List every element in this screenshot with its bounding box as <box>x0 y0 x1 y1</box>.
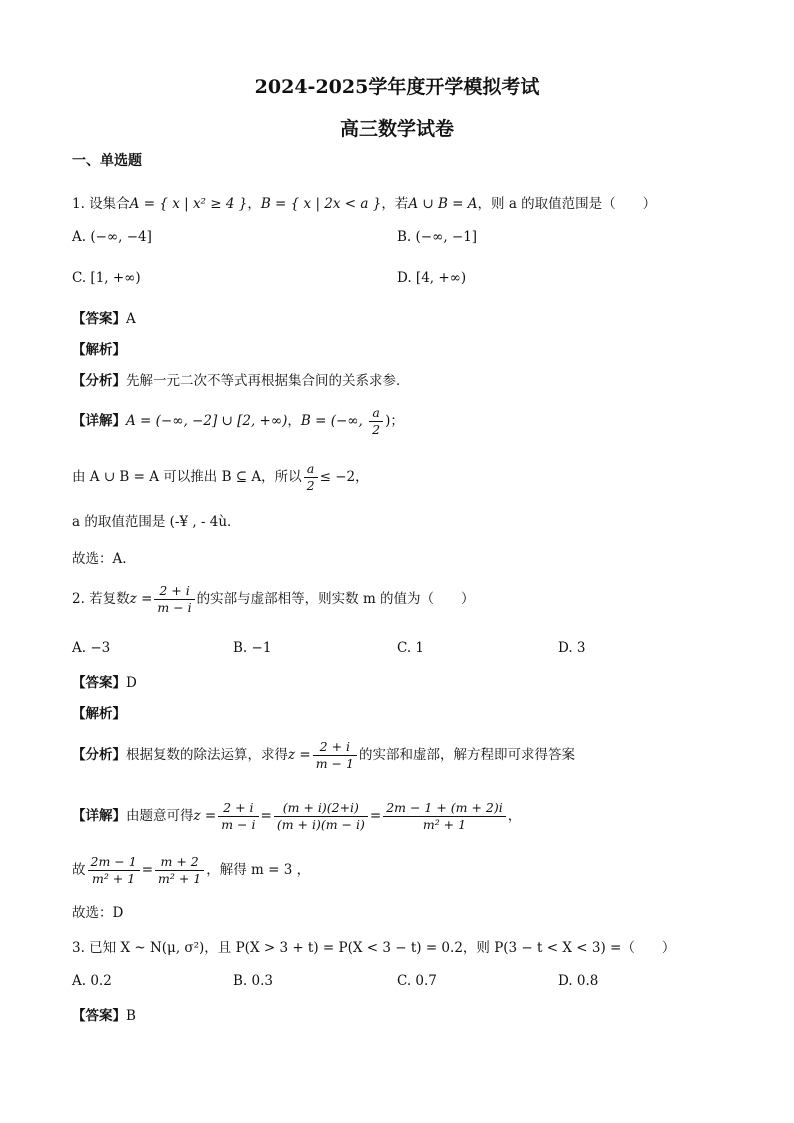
q2-therefore-fraction-2: $\frac{m + 2}{\text{m² + 1}}$ <box>155 854 204 887</box>
q1-condition: A ∪ B = A <box>408 196 478 212</box>
q2-detail-fraction-3: $\frac{2m - 1 + (m + 2)i}{\text{m² + 1}}$ <box>383 800 506 833</box>
exam-title: 2024-2025学年度开学模拟考试 <box>254 76 540 98</box>
q2-answer: 【答案】D <box>72 675 137 691</box>
q2-therefore-fraction-1: $\frac{2m - 1}{\text{m² + 1}}$ <box>88 854 140 887</box>
q1-stem: 1. 设集合A = { x | x² ≥ 4 }，B = { x | 2x < a }，若A ∪ B = A，则 a 的取值范围是（ ） <box>72 196 657 212</box>
q1-analysis-label: 【解析】 <box>72 342 126 358</box>
q3-option-d: D. 0.8 <box>558 973 599 989</box>
q2-therefore: 故 $\frac{2m - 1}{\text{m² + 1}}$ = $\frac{m + 2}{\text{m² + 1}}$ ，解得 m = 3 ， <box>72 854 311 886</box>
q1-answer: 【答案】A <box>72 311 136 327</box>
q2-option-c: C. 1 <box>397 640 425 656</box>
q2-fenxi: 【分析】根据复数的除法运算，求得z = $\frac{2 + i}{m - 1}$ 的实部和虚部，解方程即可求得答案 <box>72 739 575 771</box>
q1-range: a 的取值范围是 (-¥ , - 4ù． <box>72 514 241 530</box>
q2-analysis-label: 【解析】 <box>72 706 126 722</box>
q1-option-c: C. [1, +∞) <box>72 270 141 286</box>
q1-derivation: 由 A ∪ B = A 可以推出 B ⊆ A，所以 $\frac{a}{2}$ ≤ −2， <box>72 461 369 493</box>
q2-option-a: A. −3 <box>72 640 111 656</box>
q3-option-a: A. 0.2 <box>72 973 112 989</box>
q2-detail-fraction-1: $\frac{2 + i}{m - i}$ <box>218 800 258 833</box>
q2-stem: 2. 若复数z = $\frac{2 + i}{m - i}$ 的实部与虚部相等，则实数 m 的值为（ ） <box>72 583 475 615</box>
q1-set-a: A = { x | x² ≥ 4 } <box>129 196 248 212</box>
q1-detail: 【详解】A = (−∞, −2] ∪ [2, +∞)，B = (−∞, $\frac{a}{2}$ )； <box>72 405 404 437</box>
q2-choose: 故选：D <box>72 905 124 921</box>
q2-option-d: D. 3 <box>558 640 586 656</box>
q1-choose: 故选：A. <box>72 551 127 567</box>
q2-fenxi-fraction: $\frac{2 + i}{m - 1}$ <box>313 739 357 772</box>
q1-set-b: B = { x | 2x < a } <box>260 196 382 212</box>
q1-fenxi: 【分析】先解一元二次不等式再根据集合间的关系求参． <box>72 373 410 389</box>
q3-stem: 3. 已知 X ~ N(μ, σ²)，且 P(X > 3 + t) = P(X < 3 − t) = 0.2，则 P(3 − t < X < 3) =（ ） <box>72 940 676 956</box>
q3-option-c: C. 0.7 <box>397 973 437 989</box>
q3-answer: 【答案】B <box>72 1008 136 1024</box>
q1-option-b: B. (−∞, −1] <box>397 229 478 245</box>
q1-option-d: D. [4, +∞) <box>397 270 467 286</box>
section-heading: 一、单选题 <box>72 153 142 169</box>
q1-option-a: A. (−∞, −4] <box>72 229 152 245</box>
q1-detail-fraction: $\frac{a}{2}$ <box>369 405 383 438</box>
q2-detail-fraction-2: $\frac{(m + i)(2+i)}{(m + i)(m - i)}$ <box>274 800 368 833</box>
q2-option-b: B. −1 <box>233 640 272 656</box>
q3-option-b: B. 0.3 <box>233 973 273 989</box>
exam-subtitle: 高三数学试卷 <box>339 118 454 140</box>
q1-derive-fraction: $\frac{a}{2}$ <box>304 461 318 494</box>
q2-detail: 【详解】由题意可得z = $\frac{2 + i}{m - i}$ = $\frac{(m + i)(2+i)}{(m + i)(m - i)}$ = $\frac{2m - 1 + (m + 2)i}{\text{m² + 1}}$ ， <box>72 800 522 832</box>
q2-stem-fraction: $\frac{2 + i}{m - i}$ <box>154 583 194 616</box>
